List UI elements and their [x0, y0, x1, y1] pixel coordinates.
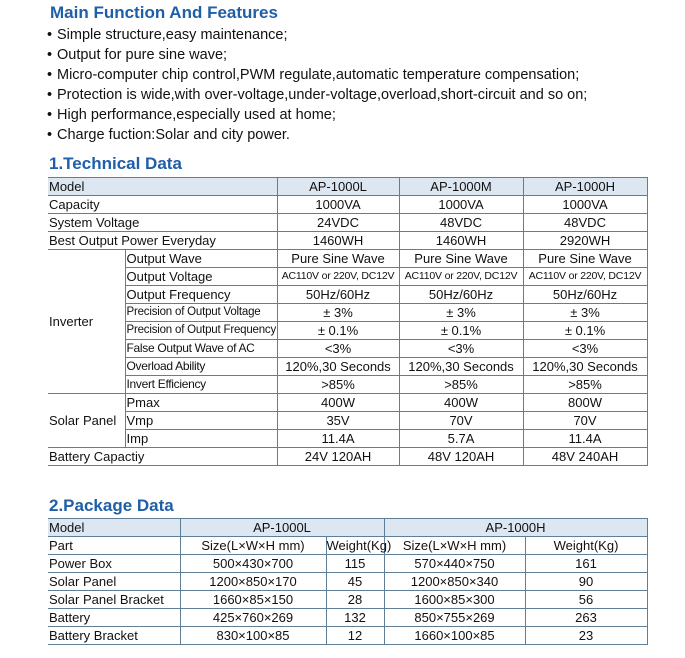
row-label: Capacity: [48, 196, 277, 214]
technical-data-table: [48, 177, 648, 466]
table-row: [48, 286, 647, 304]
row-label: Output Voltage: [125, 268, 277, 286]
weight-header: Weight(Kg): [525, 537, 647, 555]
row-label: Imp: [125, 430, 277, 448]
cell-value: 70V: [399, 412, 523, 430]
row-label: Solar Panel Bracket: [48, 591, 180, 609]
cell-value: >85%: [523, 376, 647, 394]
row-label: Overload Ability: [125, 358, 277, 376]
cell-value: 400W: [399, 394, 523, 412]
cell-value: 50Hz/60Hz: [523, 286, 647, 304]
cell-value: 1660×100×85: [384, 627, 525, 645]
cell-value: 400W: [277, 394, 399, 412]
cell-value: 120%,30 Seconds: [399, 358, 523, 376]
table-row: [48, 322, 647, 340]
cell-value: ± 0.1%: [523, 322, 647, 340]
cell-value: 850×755×269: [384, 609, 525, 627]
table-row: [48, 537, 647, 555]
cell-value: 12: [326, 627, 384, 645]
cell-value: 5.7A: [399, 430, 523, 448]
table-row: [48, 609, 647, 627]
table-row: [48, 519, 647, 537]
group-label-inverter: Inverter: [48, 250, 125, 394]
cell-value: 1600×85×300: [384, 591, 525, 609]
cell-value: ± 0.1%: [277, 322, 399, 340]
row-label: Battery Bracket: [48, 627, 180, 645]
row-label: Output Frequency: [125, 286, 277, 304]
cell-value: 1200×850×340: [384, 573, 525, 591]
size-header: Size(L×W×H mm): [180, 537, 326, 555]
model-name: AP-1000M: [399, 178, 523, 196]
table-row: [48, 340, 647, 358]
cell-value: 50Hz/60Hz: [399, 286, 523, 304]
row-label: Best Output Power Everyday: [48, 232, 277, 250]
model-label: Model: [48, 519, 180, 537]
cell-value: AC110V or 220V, DC12V: [399, 268, 523, 286]
feature-item: • Micro-computer chip control,PWM regulate,automatic temperature compensation;: [47, 65, 587, 85]
feature-item: • Simple structure,easy maintenance;: [47, 25, 587, 45]
cell-value: 1000VA: [277, 196, 399, 214]
feature-item: • Output for pure sine wave;: [47, 45, 587, 65]
model-name: AP-1000H: [384, 519, 647, 537]
cell-value: ± 0.1%: [399, 322, 523, 340]
cell-value: 48VDC: [523, 214, 647, 232]
model-label: Model: [48, 178, 277, 196]
table-row: [48, 573, 647, 591]
cell-value: 48VDC: [399, 214, 523, 232]
table-row: [48, 394, 647, 412]
cell-value: 56: [525, 591, 647, 609]
cell-value: 115: [326, 555, 384, 573]
cell-value: 425×760×269: [180, 609, 326, 627]
cell-value: 2920WH: [523, 232, 647, 250]
cell-value: Pure Sine Wave: [399, 250, 523, 268]
features-list: [47, 25, 587, 145]
cell-value: 11.4A: [277, 430, 399, 448]
feature-item: • High performance,especially used at home;: [47, 105, 587, 125]
table-row: [48, 214, 647, 232]
table-row: [48, 232, 647, 250]
table-row: [48, 430, 647, 448]
row-label: Pmax: [125, 394, 277, 412]
cell-value: >85%: [277, 376, 399, 394]
cell-value: ± 3%: [277, 304, 399, 322]
cell-value: 23: [525, 627, 647, 645]
cell-value: 120%,30 Seconds: [523, 358, 647, 376]
cell-value: 45: [326, 573, 384, 591]
package-data-title: 2.Package Data: [49, 496, 174, 515]
row-label: False Output Wave of AC: [125, 340, 277, 358]
cell-value: ± 3%: [399, 304, 523, 322]
cell-value: Pure Sine Wave: [523, 250, 647, 268]
size-header: Size(L×W×H mm): [384, 537, 525, 555]
table-row: [48, 250, 647, 268]
row-label: Power Box: [48, 555, 180, 573]
weight-header: Weight(Kg): [326, 538, 392, 553]
cell-value: <3%: [523, 340, 647, 358]
row-label: Precision of Output Voltage: [125, 304, 277, 322]
package-data-table: [48, 518, 648, 645]
table-row: [48, 268, 647, 286]
row-label: System Voltage: [48, 214, 277, 232]
cell-value: 24V 120AH: [277, 448, 399, 466]
row-label: Output Wave: [125, 250, 277, 268]
cell-value: 90: [525, 573, 647, 591]
cell-value: AC110V or 220V, DC12V: [277, 268, 399, 286]
cell-value: 50Hz/60Hz: [277, 286, 399, 304]
cell-value: 1000VA: [523, 196, 647, 214]
row-label: Battery: [48, 609, 180, 627]
cell-value: 1460WH: [399, 232, 523, 250]
cell-value: 161: [525, 555, 647, 573]
table-row: [48, 376, 647, 394]
cell-value: 48V 120AH: [399, 448, 523, 466]
cell-value: 120%,30 Seconds: [277, 358, 399, 376]
cell-value: >85%: [399, 376, 523, 394]
cell-value: 570×440×750: [384, 555, 525, 573]
table-row: [48, 178, 647, 196]
model-name: AP-1000H: [523, 178, 647, 196]
cell-value: <3%: [399, 340, 523, 358]
row-label: Vmp: [125, 412, 277, 430]
row-label: Battery Capactiy: [48, 448, 277, 466]
feature-item: • Charge fuction:Solar and city power.: [47, 125, 587, 145]
row-label: Solar Panel: [48, 573, 180, 591]
table-row: [48, 448, 647, 466]
table-row: [48, 627, 647, 645]
cell-value: ± 3%: [523, 304, 647, 322]
model-name: AP-1000L: [277, 178, 399, 196]
cell-value: 11.4A: [523, 430, 647, 448]
cell-value: 500×430×700: [180, 555, 326, 573]
cell-value: 70V: [523, 412, 647, 430]
cell-value: 263: [525, 609, 647, 627]
feature-item: • Protection is wide,with over-voltage,under-voltage,overload,short-circuit and so on;: [47, 85, 587, 105]
table-row: [48, 358, 647, 376]
cell-value: <3%: [277, 340, 399, 358]
row-label: Invert Efficiency: [125, 376, 277, 394]
group-label-solar-panel: Solar Panel: [48, 394, 125, 448]
cell-value: 35V: [277, 412, 399, 430]
cell-value: Pure Sine Wave: [277, 250, 399, 268]
cell-value: 1200×850×170: [180, 573, 326, 591]
table-row: [48, 412, 647, 430]
cell-value: 48V 240AH: [523, 448, 647, 466]
cell-value: 1660×85×150: [180, 591, 326, 609]
cell-value: AC110V or 220V, DC12V: [523, 268, 647, 286]
cell-value: 830×100×85: [180, 627, 326, 645]
table-row: [48, 304, 647, 322]
table-row: [48, 196, 647, 214]
table-row: [48, 555, 647, 573]
cell-value: 28: [326, 591, 384, 609]
table-row: [48, 591, 647, 609]
cell-value: 800W: [523, 394, 647, 412]
part-label: Part: [48, 537, 180, 555]
row-label: Precision of Output Frequency: [125, 322, 277, 340]
model-name: AP-1000L: [180, 519, 384, 537]
cell-value: 1000VA: [399, 196, 523, 214]
features-heading: Main Function And Features: [50, 3, 278, 22]
cell-value: 1460WH: [277, 232, 399, 250]
technical-data-title: 1.Technical Data: [49, 154, 182, 173]
cell-value: 132: [326, 609, 384, 627]
cell-value: 24VDC: [277, 214, 399, 232]
